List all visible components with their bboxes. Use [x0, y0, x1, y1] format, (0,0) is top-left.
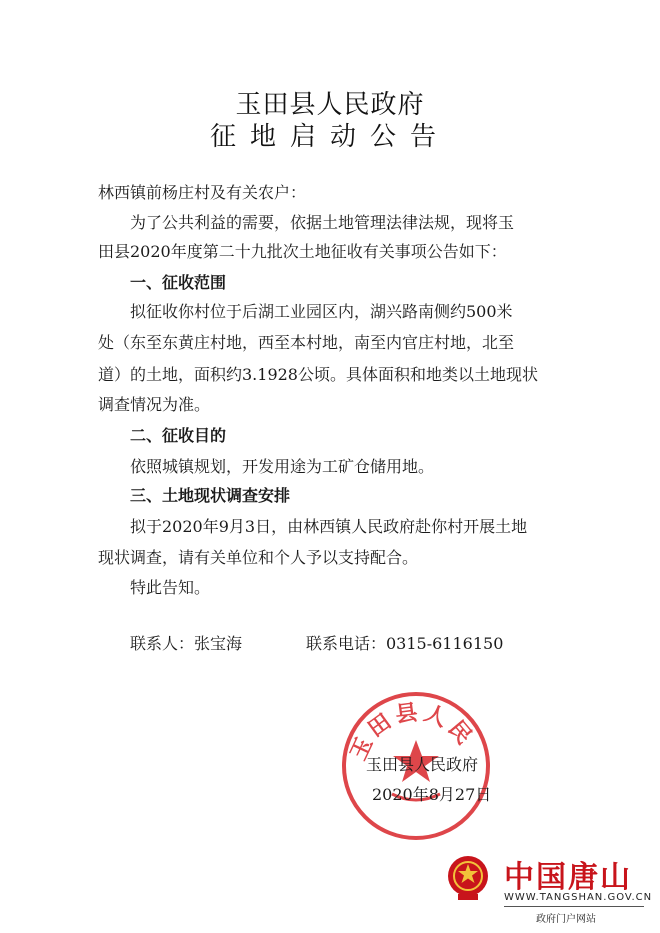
section1-line-4: 调查情况为准。	[98, 395, 211, 414]
site-subtitle: 政府门户网站	[536, 914, 596, 925]
section1-line-3: 道）的土地，面积约3.1928公顷。具体面积和地类以土地现状	[98, 365, 538, 384]
intro-line-2: 田县2020年度第二十九批次土地征收有关事项公告如下：	[98, 242, 507, 261]
document-title-line1: 玉田县人民政府	[235, 90, 425, 120]
section3-line-2: 现状调查，请有关单位和个人予以支持配合。	[98, 548, 419, 567]
section2-heading: 二、征收目的	[130, 426, 227, 445]
section3-line-1: 拟于2020年9月3日，由林西镇人民政府赴你村开展土地	[130, 517, 528, 536]
section1-heading: 一、征收范围	[130, 273, 227, 292]
seal-ring-text: 玉田县人民	[345, 698, 480, 765]
contact-phone: 联系电话：0315-6116150	[306, 634, 504, 653]
document-title-line2: 征地启动公告	[209, 122, 450, 152]
logo-divider	[504, 906, 644, 907]
contact-person: 联系人：张宝海	[130, 634, 243, 653]
intro-line-1: 为了公共利益的需要，依据土地管理法律法规，现将玉	[130, 213, 515, 232]
site-url: WWW.TANGSHAN.GOV.CN	[504, 892, 653, 903]
national-emblem-icon	[444, 854, 492, 904]
section1-line-2: 处（东至东黄庄村地，西至本村地，南至内官庄村地，北至	[98, 333, 515, 352]
section2-line-1: 依照城镇规划，开发用途为工矿仓储用地。	[130, 457, 435, 476]
addressee: 林西镇前杨庄村及有关农户：	[98, 183, 307, 202]
section3-heading: 三、土地现状调查安排	[130, 486, 291, 505]
closing-text: 特此告知。	[130, 578, 211, 597]
signoff-organization: 玉田县人民政府	[366, 755, 479, 774]
section1-line-1: 拟征收你村位于后湖工业园区内，湖兴路南侧约500米	[130, 302, 513, 321]
site-logo-title: 中国唐山	[504, 860, 632, 895]
signoff-date: 2020年8月27日	[372, 785, 492, 804]
